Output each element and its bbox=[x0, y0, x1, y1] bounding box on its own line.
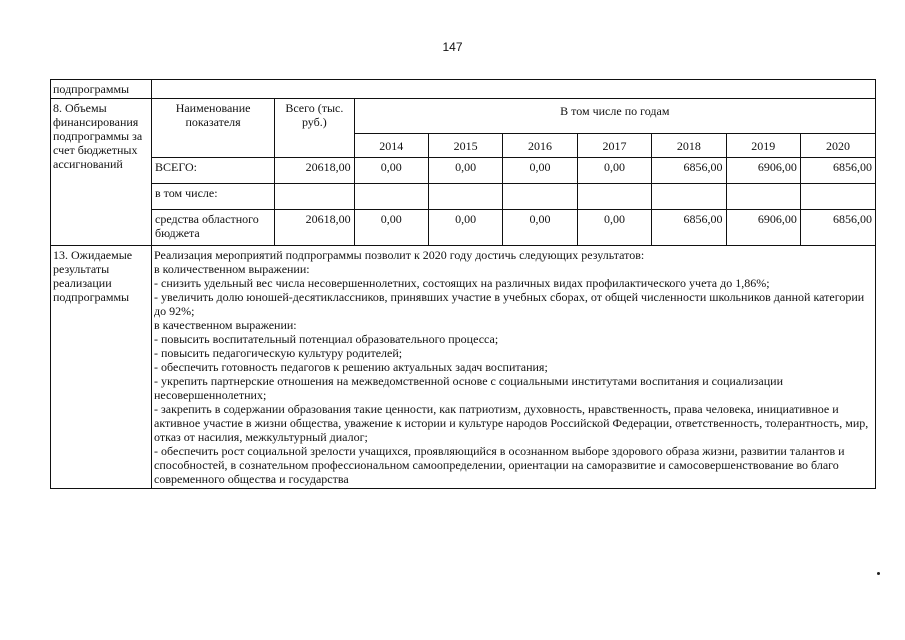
row-regional-2018: 6856,00 bbox=[652, 209, 726, 245]
financing-row-regional bbox=[152, 209, 875, 245]
row-total-name: ВСЕГО: bbox=[152, 157, 275, 183]
scan-speck bbox=[877, 572, 880, 575]
row-label-results: 13. Ожидаемые результаты реализации подпрограммы bbox=[51, 246, 152, 489]
year-2017: 2017 bbox=[577, 133, 651, 157]
financing-cell bbox=[152, 99, 876, 246]
row-regional-2017: 0,00 bbox=[577, 209, 651, 245]
results-text bbox=[152, 246, 876, 489]
result-item: - увеличить долю юношей-десятиклассников, принявших участие в учебных сборах, от общей численности школьников данной категории до 92%; bbox=[154, 290, 865, 318]
header-indicator-name: Наименование показателя bbox=[152, 99, 275, 157]
page-number: 147 bbox=[442, 40, 463, 54]
header-total: Всего (тыс. руб.) bbox=[275, 99, 354, 157]
result-item: - снизить удельный вес числа несовершеннолетних, состоящих на различных видах профилактического учета до 1,86%; bbox=[154, 276, 770, 290]
row-including-name: в том числе: bbox=[152, 183, 275, 209]
row-value-empty bbox=[152, 80, 876, 99]
row-regional-name: средства областного бюджета bbox=[152, 209, 275, 245]
financing-header-row bbox=[152, 99, 875, 133]
empty-cell bbox=[354, 183, 428, 209]
year-2016: 2016 bbox=[503, 133, 577, 157]
empty-cell bbox=[503, 183, 577, 209]
result-item: - закрепить в содержании образования такие ценности, как патриотизм, духовность, нравственность, права человека, инициативное и активное участие в жизни общества, уважение к истории и культуре народов Российской Федерации, ответственность, толерантность, мир, отказ от насилия, межкультурный диалог; bbox=[154, 402, 869, 444]
row-regional-2019: 6906,00 bbox=[726, 209, 800, 245]
empty-cell bbox=[726, 183, 800, 209]
row-total-2020: 6856,00 bbox=[800, 157, 875, 183]
quantitative-heading: в количественном выражении: bbox=[154, 262, 310, 276]
row-regional-2020: 6856,00 bbox=[800, 209, 875, 245]
result-item: - повысить воспитательный потенциал образовательного процесса; bbox=[154, 332, 499, 346]
year-2019: 2019 bbox=[726, 133, 800, 157]
row-label-subprogram: подпрограммы bbox=[51, 80, 152, 99]
row-total-2018: 6856,00 bbox=[652, 157, 726, 183]
year-2015: 2015 bbox=[428, 133, 502, 157]
subprogram-passport-table bbox=[50, 79, 876, 489]
financing-row-total bbox=[152, 157, 875, 183]
empty-cell bbox=[428, 183, 502, 209]
row-subprogram-continued bbox=[51, 80, 876, 99]
row-total-2015: 0,00 bbox=[428, 157, 502, 183]
empty-cell bbox=[577, 183, 651, 209]
year-2018: 2018 bbox=[652, 133, 726, 157]
header-by-years: В том числе по годам bbox=[354, 99, 875, 133]
row-total-2017: 0,00 bbox=[577, 157, 651, 183]
results-intro: Реализация мероприятий подпрограммы позволит к 2020 году достичь следующих результатов: bbox=[154, 248, 645, 262]
row-total-sum: 20618,00 bbox=[275, 157, 354, 183]
result-item: - обеспечить готовность педагогов к решению актуальных задач воспитания; bbox=[154, 360, 548, 374]
result-item: - укрепить партнерские отношения на межведомственной основе с социальными институтами воспитания и социализации несовершеннолетних; bbox=[154, 374, 783, 402]
empty-cell bbox=[652, 183, 726, 209]
result-item: - повысить педагогическую культуру родителей; bbox=[154, 346, 403, 360]
row-total-2014: 0,00 bbox=[354, 157, 428, 183]
empty-cell bbox=[275, 183, 354, 209]
year-2020: 2020 bbox=[800, 133, 875, 157]
year-2014: 2014 bbox=[354, 133, 428, 157]
row-regional-2015: 0,00 bbox=[428, 209, 502, 245]
row-regional-2014: 0,00 bbox=[354, 209, 428, 245]
qualitative-heading: в качественном выражении: bbox=[154, 318, 297, 332]
row-total-2019: 6906,00 bbox=[726, 157, 800, 183]
row-regional-2016: 0,00 bbox=[503, 209, 577, 245]
row-label-financing: 8. Объемы финансирования подпрограммы за счет бюджетных ассигнований bbox=[51, 99, 152, 246]
row-expected-results bbox=[51, 246, 876, 489]
row-total-2016: 0,00 bbox=[503, 157, 577, 183]
empty-cell bbox=[800, 183, 875, 209]
row-financing bbox=[51, 99, 876, 246]
row-regional-sum: 20618,00 bbox=[275, 209, 354, 245]
financing-table bbox=[152, 99, 875, 245]
financing-row-including bbox=[152, 183, 875, 209]
result-item: - обеспечить рост социальной зрелости учащихся, проявляющийся в осознанном выборе здорового образа жизни, развитии талантов и способностей, в сознательном профессиональном самоопределении, ориентации на саморазвитие и самосовершенствование во благо современного общества и государства bbox=[154, 444, 845, 486]
